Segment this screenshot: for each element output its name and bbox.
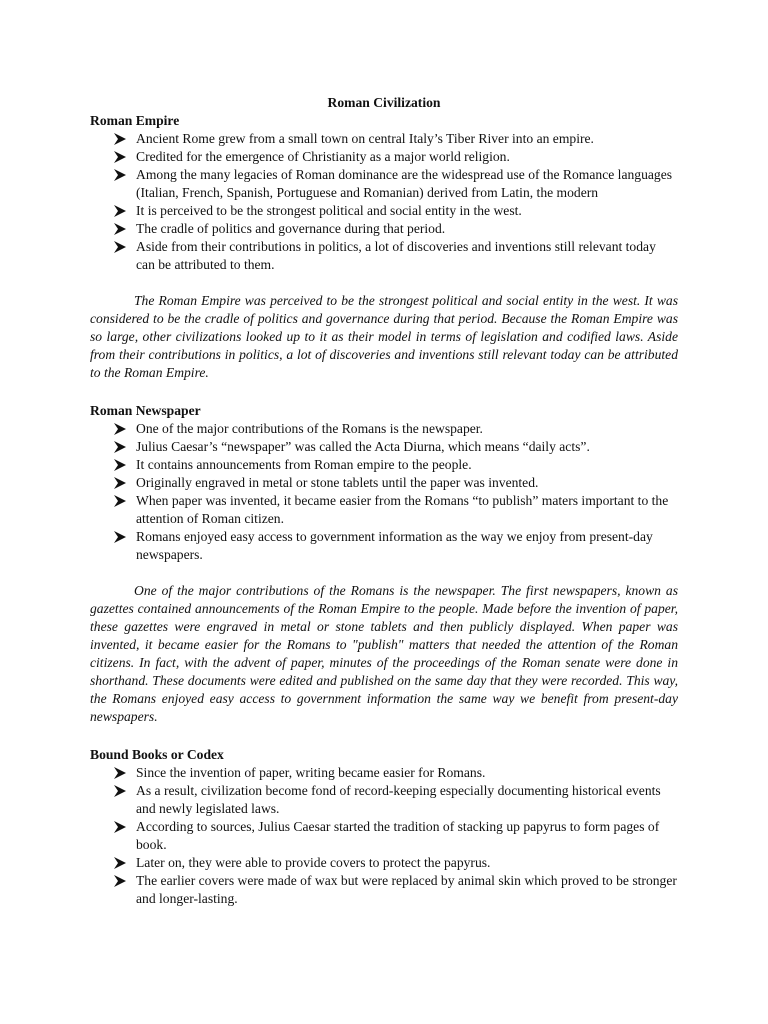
spacer [90,274,678,292]
list-item: One of the major contributions of the Romans is the newspaper. [114,420,678,438]
arrow-bullet-icon [114,241,126,253]
arrow-bullet-icon [114,441,126,453]
arrow-bullet-icon [114,223,126,235]
list-item: Aside from their contributions in politics, a lot of discoveries and inventions still relevant today can be attributed to them. [114,238,678,274]
spacer [90,726,678,746]
arrow-bullet-icon [114,133,126,145]
arrow-bullet-icon [114,531,126,543]
section-heading-bound-books: Bound Books or Codex [90,747,224,762]
list-item: When paper was invented, it became easier from the Romans “to publish” maters important to the attention of Roman citizen. [114,492,678,528]
arrow-bullet-icon [114,821,126,833]
section-heading-roman-empire: Roman Empire [90,113,180,128]
list-item: The earlier covers were made of wax but were replaced by animal skin which proved to be stronger and longer-lasting. [114,872,678,908]
list-item: As a result, civilization become fond of record-keeping especially documenting historical events and newly legislated laws. [114,782,678,818]
arrow-bullet-icon [114,767,126,779]
section-heading-roman-newspaper: Roman Newspaper [90,403,201,418]
arrow-bullet-icon [114,151,126,163]
paragraph-roman-empire: The Roman Empire was perceived to be the strongest political and social entity in the west. It was considered to be the cradle of politics and governance during that period. Because the Roman Empire was so large, other civilizations looked up to it as their model in terms of legislation and codified laws. Aside from their contributions in politics, a lot of discoveries and inventions still relevant today can be attributed to the Roman Empire. [90,293,678,380]
list-item: Romans enjoyed easy access to government information as the way we enjoy from present-day newspapers. [114,528,678,564]
bullet-list-bound-books [90,764,678,908]
arrow-bullet-icon [114,459,126,471]
list-item: Originally engraved in metal or stone tablets until the paper was invented. [114,474,678,492]
bullet-list-roman-empire [90,130,678,274]
arrow-bullet-icon [114,785,126,797]
spacer [90,382,678,402]
list-item: Among the many legacies of Roman dominance are the widespread use of the Romance languages (Italian, French, Spanish, Portuguese and Romanian) derived from Latin, the modern [114,166,678,202]
spacer [90,564,678,582]
arrow-bullet-icon [114,495,126,507]
list-item: Since the invention of paper, writing became easier for Romans. [114,764,678,782]
arrow-bullet-icon [114,169,126,181]
arrow-bullet-icon [114,875,126,887]
paragraph-roman-newspaper: One of the major contributions of the Romans is the newspaper. The first newspapers, known as gazettes contained announcements of the Roman Empire to the people. Made before the invention of paper, these gazettes were engraved in metal or stone tablets and then publicly displayed. When paper was invented, it became easier for the Romans to "publish" matters that needed the attention of the Roman citizens. In fact, with the advent of paper, minutes of the proceedings of the Roman senate were done in shorthand. These documents were edited and published on the same day that they were recorded. This way, the Romans enjoyed easy access to government information the same way we benefit from present-day newspapers. [90,583,678,724]
arrow-bullet-icon [114,477,126,489]
list-item: Later on, they were able to provide covers to protect the papyrus. [114,854,678,872]
bullet-list-roman-newspaper [90,420,678,564]
list-item: According to sources, Julius Caesar started the tradition of stacking up papyrus to form pages of book. [114,818,678,854]
arrow-bullet-icon [114,205,126,217]
list-item: Credited for the emergence of Christianity as a major world religion. [114,148,678,166]
list-item: Ancient Rome grew from a small town on central Italy’s Tiber River into an empire. [114,130,678,148]
arrow-bullet-icon [114,857,126,869]
arrow-bullet-icon [114,423,126,435]
list-item: The cradle of politics and governance during that period. [114,220,678,238]
list-item: It contains announcements from Roman empire to the people. [114,456,678,474]
list-item: Julius Caesar’s “newspaper” was called the Acta Diurna, which means “daily acts”. [114,438,678,456]
document-title: Roman Civilization [327,95,441,110]
list-item: It is perceived to be the strongest political and social entity in the west. [114,202,678,220]
